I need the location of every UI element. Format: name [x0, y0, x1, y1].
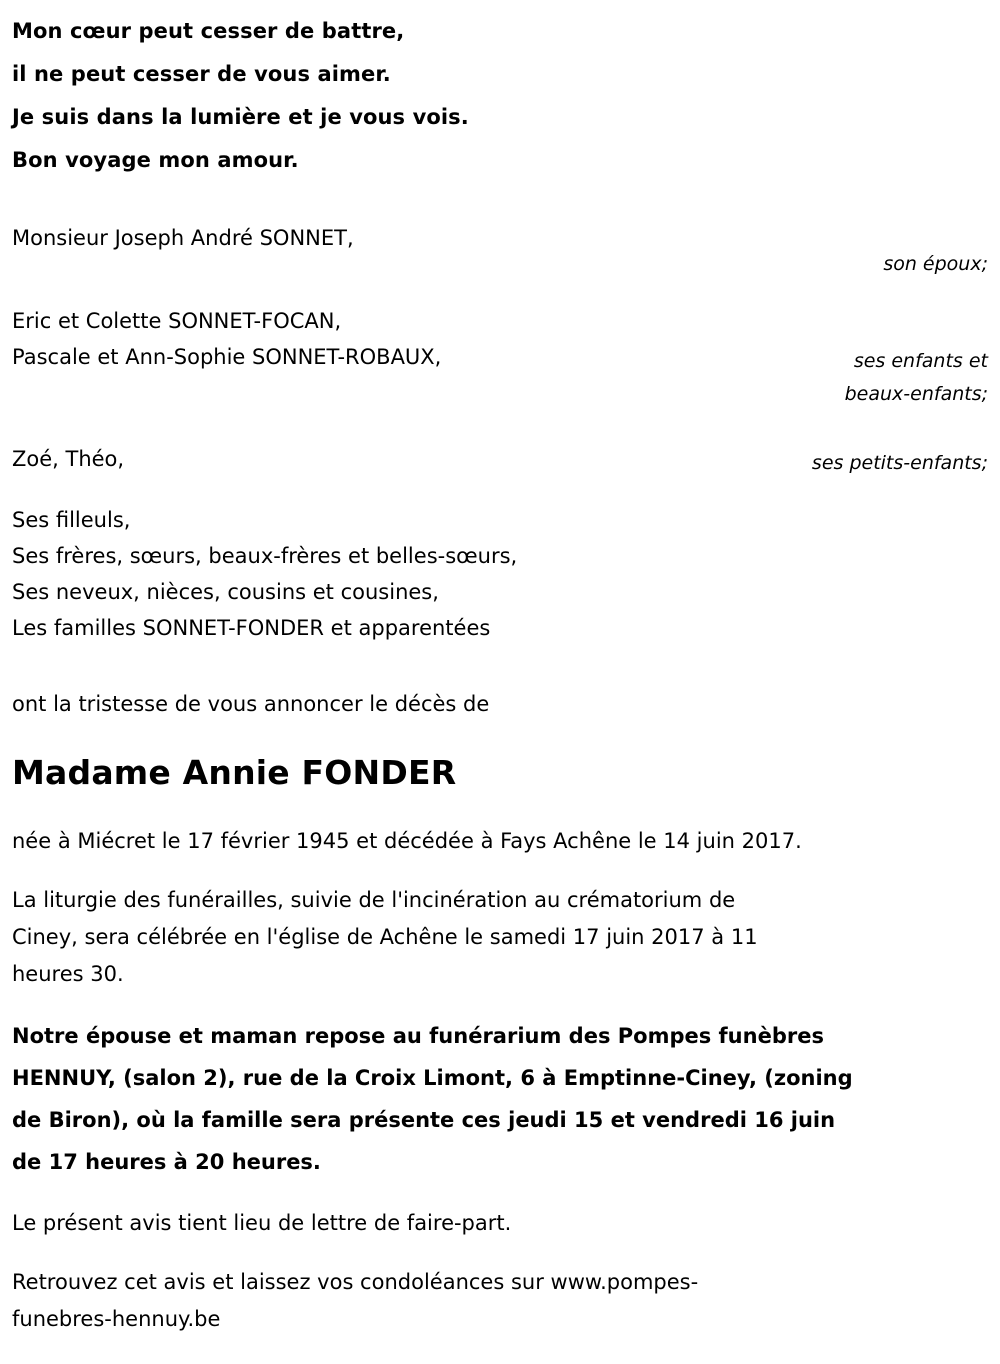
other-relatives-line-3: Ses neveux, nièces, cousins et cousines,: [12, 580, 439, 604]
spacer: [12, 646, 988, 686]
faire-part-notice: Le présent avis tient lieu de lettre de faire-part.: [12, 1211, 512, 1235]
grandchildren-relation-label: [812, 447, 988, 480]
funerarium-line-1: Notre épouse et maman repose au funérarium des Pompes funèbres: [12, 1024, 824, 1048]
spacer: [12, 860, 988, 882]
relation-line-epoux: son époux;: [883, 253, 988, 275]
condolences-website: [12, 1264, 988, 1338]
other-relatives-line-2: Ses frères, sœurs, beaux-frères et belles-sœurs,: [12, 544, 518, 568]
children-name-1: Eric et Colette SONNET-FOCAN,: [12, 309, 342, 333]
ceremony-line-2: Ciney, sera célébrée en l'église de Achêne le samedi 17 juin 2017 à 11: [12, 925, 758, 949]
condolences-line-1: Retrouvez cet avis et laissez vos condoléances sur www.pompes-: [12, 1270, 699, 1294]
ceremony-line-3: heures 30.: [12, 962, 124, 986]
spacer: [12, 993, 988, 1015]
other-relatives-line-1: Ses filleuls,: [12, 508, 131, 532]
spacer: [12, 411, 988, 441]
opening-verse: [12, 10, 988, 182]
children-names: [12, 303, 441, 375]
spacer: [12, 723, 988, 753]
spouse-names: [12, 220, 354, 256]
relation-line-enfants-1: ses enfants et: [853, 350, 988, 372]
spacer: [12, 281, 988, 303]
funerarium-line-4: de 17 heures à 20 heures.: [12, 1150, 321, 1174]
condolences-line-2: funebres-hennuy.be: [12, 1307, 221, 1331]
funerarium-line-2: HENNUY, (salon 2), rue de la Croix Limont, 6 à Emptinne-Ciney, (zoning: [12, 1066, 853, 1090]
spacer: [12, 793, 988, 823]
spacer: [12, 1242, 988, 1264]
family-group-children: [12, 303, 988, 411]
ceremony-line-1: La liturgie des funérailles, suivie de l'incinération au crématorium de: [12, 888, 736, 912]
family-group-grandchildren: [12, 441, 988, 480]
children-relation-label: [845, 345, 988, 411]
other-relatives-list: [12, 502, 988, 646]
birth-death-details: née à Miécret le 17 février 1945 et décédée à Fays Achêne le 14 juin 2017.: [12, 829, 802, 853]
ceremony-details: [12, 882, 988, 993]
family-group-spouse: [12, 220, 988, 281]
verse-line-3: Je suis dans la lumière et je vous vois.: [12, 105, 469, 129]
relation-line-petits-enfants: ses petits-enfants;: [811, 452, 988, 474]
relation-line-enfants-2: beaux-enfants;: [844, 383, 988, 405]
children-name-2: Pascale et Ann-Sophie SONNET-ROBAUX,: [12, 345, 442, 369]
spacer: [12, 1183, 988, 1205]
deceased-name: Madame Annie FONDER: [12, 753, 457, 792]
spouse-name-1: Monsieur Joseph André SONNET,: [12, 226, 354, 250]
spacer: [12, 480, 988, 502]
verse-line-2: il ne peut cesser de vous aimer.: [12, 62, 391, 86]
grandchildren-name-1: Zoé, Théo,: [12, 447, 125, 471]
announcement-intro: ont la tristesse de vous annoncer le décès de: [12, 692, 490, 716]
spacer: [12, 182, 988, 220]
grandchildren-names: [12, 441, 124, 477]
verse-line-1: Mon cœur peut cesser de battre,: [12, 19, 405, 43]
other-relatives-line-4: Les familles SONNET-FONDER et apparentées: [12, 616, 491, 640]
funerarium-details: [12, 1015, 988, 1183]
funerarium-line-3: de Biron), où la famille sera présente ces jeudi 15 et vendredi 16 juin: [12, 1108, 836, 1132]
spouse-relation-label: [883, 248, 988, 281]
verse-line-4: Bon voyage mon amour.: [12, 148, 299, 172]
